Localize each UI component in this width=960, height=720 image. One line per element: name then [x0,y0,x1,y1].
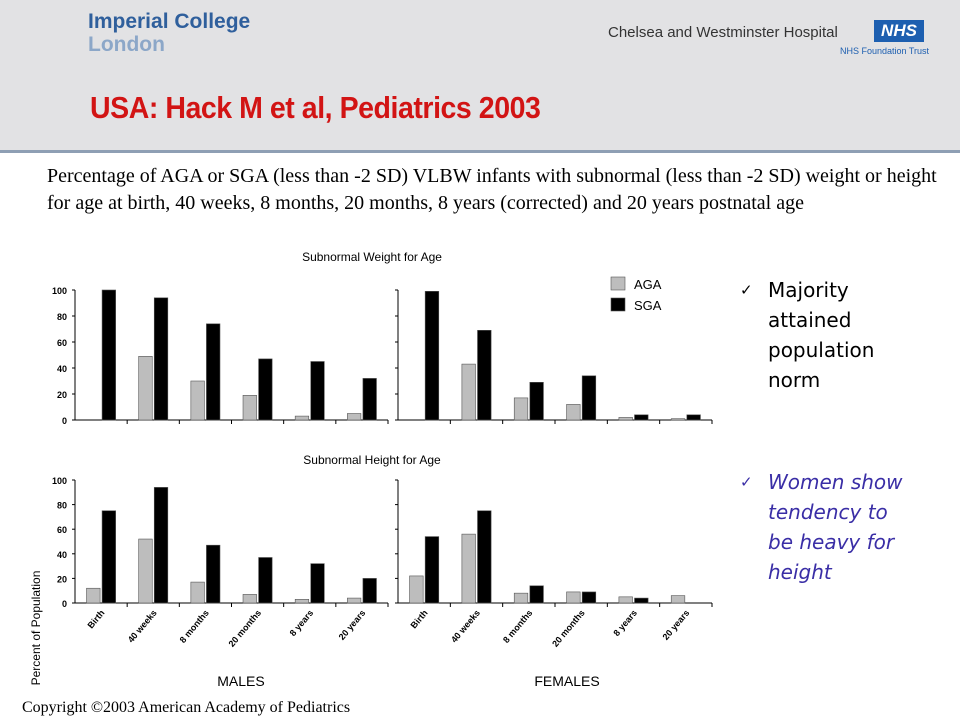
logo-line-1: Imperial College [88,10,251,33]
x-tick-label: 8 years [611,607,640,639]
bar-aga [295,599,309,603]
x-tick-label: 40 weeks [125,607,159,645]
bar-aga [191,582,205,603]
y-tick-label: 0 [61,416,67,426]
bar-aga [619,597,633,603]
bar-sga [259,359,273,420]
bar-sga [259,557,273,603]
bar-sga [154,298,168,420]
bar-aga [87,588,101,603]
bar-aga [462,364,476,420]
bar-sga [311,564,325,603]
bar-aga [462,534,476,603]
x-group-label: FEMALES [534,673,600,689]
y-tick-label: 100 [51,286,67,296]
y-tick-label: 0 [61,599,67,609]
bar-sga [425,537,439,603]
x-tick-label: 40 weeks [448,607,483,645]
bar-sga [635,598,649,603]
bar-aga [619,417,633,420]
x-tick-label: 8 months [177,607,211,645]
imperial-college-logo [88,10,250,56]
x-group-label: MALES [217,673,265,689]
bar-sga [363,578,377,603]
slide-title: USA: Hack M et al, Pediatrics 2003 [90,90,541,125]
x-tick-label: Birth [85,607,107,631]
bar-aga [243,395,257,420]
bar-aga [671,419,685,420]
x-tick-label: 20 years [660,607,692,642]
bar-aga [514,593,528,603]
x-tick-label: Birth [408,607,430,631]
hospital-subtitle: NHS Foundation Trust [840,46,930,56]
checkmark-icon: ✓ [740,473,753,491]
bar-aga [514,398,528,420]
bar-aga [191,381,205,420]
bar-sga [582,592,596,603]
bar-aga [347,598,361,603]
x-tick-label: 20 months [550,607,587,649]
bar-sga [687,415,701,420]
bar-sga [311,362,325,421]
bullet-text: Women show tendency to be heavy for height [768,470,903,584]
bar-aga [347,414,361,421]
checkmark-icon: ✓ [740,281,753,299]
bar-sga [102,511,116,603]
y-tick-label: 80 [56,312,67,322]
bar-sga [154,487,168,603]
bar-sga [206,324,220,420]
bullet-text: Majority attained population norm [768,278,875,392]
bar-sga [206,545,220,603]
legend-label: AGA [634,277,662,292]
slide-description: Percentage of AGA or SGA (less than -2 SD) VLBW infants with subnormal (less than -2 SD) weight or height for age at birth, 40 weeks, 8 months, 20 months, 8 years (corrected) and 20 years postnatal age [47,165,937,214]
bar-sga [425,291,439,420]
y-tick-label: 20 [56,574,67,585]
bar-sga [478,511,492,603]
x-tick-label: 20 months [226,607,264,649]
y-tick-label: 80 [56,500,67,511]
bar-aga [567,404,581,420]
bar-sga [363,378,377,420]
nhs-badge: NHS [874,20,924,42]
x-tick-label: 20 years [336,607,368,642]
chart-row-title: Subnormal Height for Age [303,453,441,467]
y-axis-label: Percent of Population [29,570,43,686]
y-tick-label: 40 [56,549,67,560]
bar-sga [530,586,544,603]
y-tick-label: 100 [51,476,67,486]
bar-aga [139,356,153,420]
logo-line-2: London [88,33,165,56]
bar-aga [410,576,424,603]
bar-aga [139,539,153,603]
y-tick-label: 60 [56,525,67,536]
y-tick-label: 20 [56,390,67,400]
bar-sga [635,415,649,420]
legend-swatch [611,277,625,290]
x-tick-label: 8 months [500,607,535,645]
y-tick-label: 40 [56,364,67,374]
legend-swatch [611,298,625,311]
bar-aga [567,592,581,603]
x-tick-label: 8 years [287,607,316,639]
bar-aga [243,594,257,603]
copyright-notice: Copyright ©2003 American Academy of Pediatrics [22,699,351,716]
bar-sga [102,290,116,420]
chart-row-title: Subnormal Weight for Age [302,250,442,264]
bar-aga [671,596,685,603]
bar-sga [582,376,596,420]
header-divider [0,150,960,153]
bar-sga [530,382,544,420]
legend-label: SGA [634,298,662,313]
bar-sga [478,330,492,420]
bar-aga [295,416,309,420]
hospital-name: Chelsea and Westminster Hospital [608,24,838,41]
y-tick-label: 60 [56,338,67,348]
